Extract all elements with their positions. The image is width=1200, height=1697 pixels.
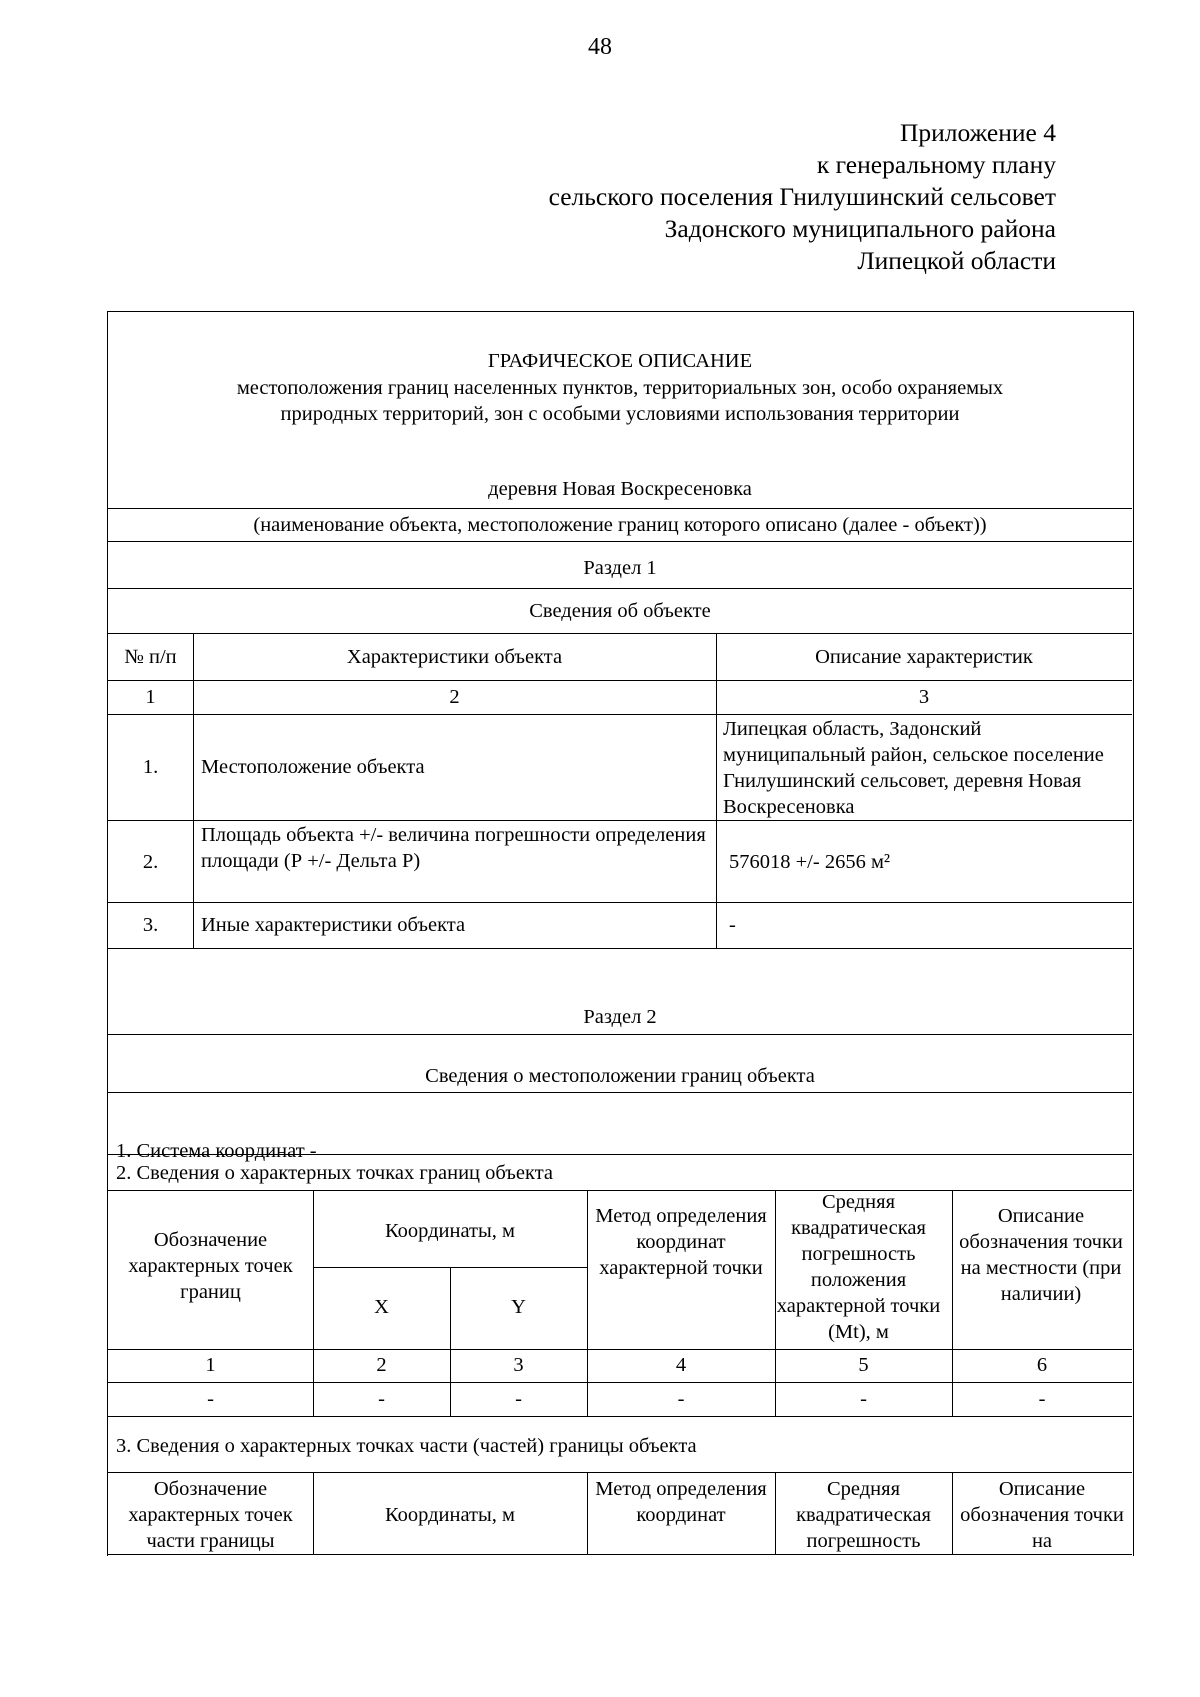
rule (108, 902, 1132, 903)
rule (108, 1034, 1132, 1035)
table-cell: - (677, 1388, 685, 1410)
section2-subtitle: Сведения о местоположении границ объекта (425, 1065, 815, 1087)
document-subtitle: природных территорий, зон с особыми условиями использования территории (280, 403, 960, 425)
col-header-point-description: Описание обозначения точки на местности (при наличии) (959, 1205, 1123, 1305)
annex-block (549, 117, 1056, 277)
row-number: 3. (142, 914, 159, 936)
rule (108, 1554, 1132, 1555)
column-divider (587, 1190, 588, 1416)
table-cell: - (1038, 1388, 1046, 1410)
col-header-num: № п/п (124, 646, 177, 668)
column-divider (313, 1472, 314, 1554)
row-value: 576018 +/- 2656 м² (729, 851, 891, 873)
parts-col-header-method: Метод определения координат (595, 1478, 767, 1526)
col-header-error: Средняя квадратическая погрешность положения характерной точки (Mt), м (776, 1191, 941, 1343)
coordinate-system: 1. Система координат - (116, 1140, 317, 1162)
rule (108, 508, 1132, 509)
col-header-method: Метод определения координат характерной точки (595, 1205, 767, 1279)
column-divider (193, 633, 194, 948)
document-table (107, 311, 1134, 1556)
annex-line: сельского поселения Гнилушинский сельсовет (548, 182, 1056, 211)
column-divider (313, 1190, 314, 1416)
rule (108, 1472, 1132, 1473)
table-cell: - (515, 1388, 522, 1410)
column-divider (952, 1190, 953, 1416)
rule (108, 1349, 1132, 1350)
column-divider (952, 1472, 953, 1554)
parts-col-header-error: Средняя квадратическая погрешность (796, 1478, 931, 1552)
column-divider (775, 1472, 776, 1554)
col-header-coordinates: Координаты, м (384, 1220, 516, 1242)
row-number: 2. (142, 851, 159, 873)
col-number: 4 (675, 1354, 687, 1376)
section1-title: Раздел 1 (583, 557, 657, 579)
column-divider (775, 1190, 776, 1416)
col-header-designation: Обозначение характерных точек границ (128, 1229, 293, 1303)
row-value: Липецкая область, Задонский муниципальный район, сельское поселение Гнилушинский сельсовет, деревня Новая Воскресеновка (723, 718, 1104, 818)
col-header-y: Y (511, 1296, 526, 1318)
column-divider (450, 1267, 451, 1416)
col-header-characteristic: Характеристики объекта (346, 646, 563, 668)
object-name: деревня Новая Воскресеновка (488, 478, 752, 500)
document-subtitle: местоположения границ населенных пунктов, территориальных зон, особо охраняемых (236, 377, 1004, 399)
row-characteristic: Местоположение объекта (201, 756, 425, 778)
parts-col-header-designation: Обозначение характерных точек части границы (128, 1478, 293, 1552)
table-cell: - (860, 1388, 867, 1410)
rule (108, 633, 1132, 634)
col-number: 3 (513, 1354, 524, 1376)
parts-col-header-point-description: Описание обозначения точки на (960, 1478, 1124, 1552)
column-divider (716, 633, 717, 948)
parts-caption: 3. Сведения о характерных точках части (частей) границы объекта (116, 1435, 697, 1457)
table-cell: - (378, 1388, 385, 1410)
object-caption: (наименование объекта, местоположение границ которого описано (далее - объект)) (253, 514, 987, 536)
rule (108, 1416, 1132, 1417)
rule (108, 820, 1132, 821)
annex-line: к генеральному плану (816, 150, 1056, 179)
col-number: 3 (918, 686, 930, 708)
col-number: 2 (376, 1354, 387, 1376)
row-value: - (729, 914, 736, 936)
col-header-x: X (374, 1296, 389, 1318)
col-number: 1 (145, 686, 156, 708)
rule (108, 588, 1132, 589)
row-characteristic: Иные характеристики объекта (201, 914, 466, 936)
annex-line: Задонского муниципального района (664, 214, 1056, 243)
row-number: 1. (142, 756, 159, 778)
rule (108, 680, 1132, 681)
annex-line: Липецкой области (857, 246, 1056, 275)
points-caption: 2. Сведения о характерных точках границ объекта (116, 1162, 554, 1184)
document-title: ГРАФИЧЕСКОЕ ОПИСАНИЕ (487, 350, 753, 372)
col-number: 2 (449, 686, 460, 708)
col-header-description: Описание характеристик (815, 646, 1033, 668)
rule (108, 714, 1132, 715)
rule (108, 541, 1132, 542)
section2-title: Раздел 2 (583, 1006, 657, 1028)
rule (108, 1190, 1132, 1191)
rule (108, 1154, 1132, 1155)
page-number: 48 (588, 34, 612, 60)
col-number: 5 (858, 1354, 869, 1376)
table-cell: - (207, 1388, 214, 1410)
col-number: 1 (205, 1354, 216, 1376)
parts-col-header-coordinates: Координаты, м (384, 1504, 516, 1526)
rule (108, 1382, 1132, 1383)
rule (108, 948, 1132, 949)
column-divider (587, 1472, 588, 1554)
rule (108, 1092, 1132, 1093)
section1-subtitle: Сведения об объекте (529, 600, 711, 622)
col-number: 6 (1036, 1354, 1048, 1376)
row-characteristic: Площадь объекта +/- величина погрешности определения площади (Р +/- Дельта Р) (201, 824, 706, 872)
annex-line: Приложение 4 (900, 118, 1056, 147)
